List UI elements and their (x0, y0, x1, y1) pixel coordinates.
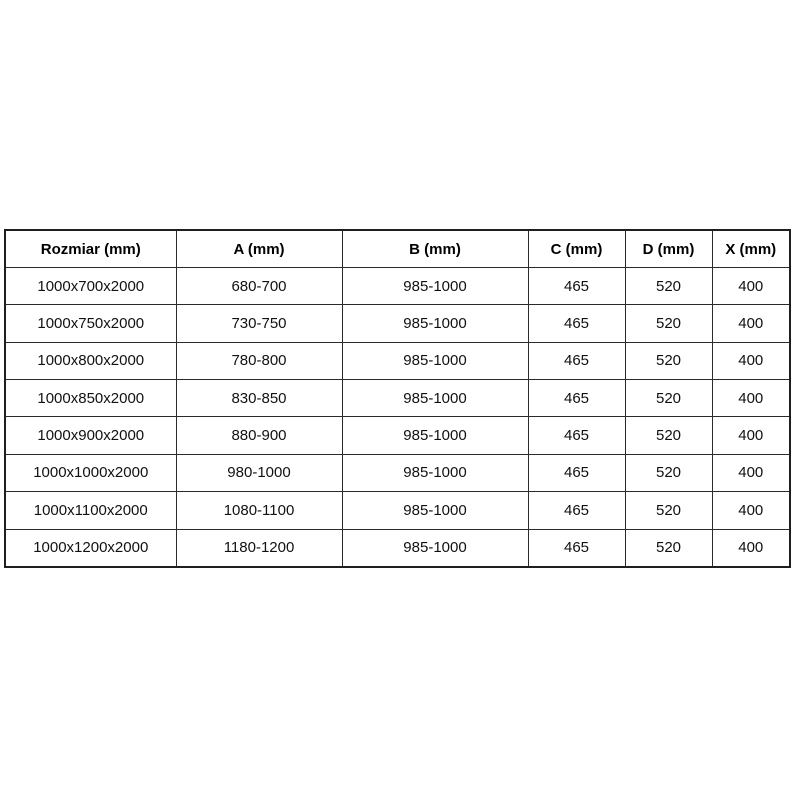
table-cell: 520 (625, 305, 712, 342)
table-row (5, 529, 790, 567)
table-cell: 520 (625, 529, 712, 567)
table-cell: 465 (528, 529, 625, 567)
table-cell: 980-1000 (176, 454, 342, 491)
table-cell: 465 (528, 268, 625, 305)
table-cell: 1180-1200 (176, 529, 342, 567)
table-cell: 520 (625, 268, 712, 305)
table-cell: 400 (712, 417, 790, 454)
table-cell: 680-700 (176, 268, 342, 305)
header-cell: A (mm) (176, 230, 342, 268)
table-cell: 1000x900x2000 (5, 417, 176, 454)
table-cell: 985-1000 (342, 492, 528, 529)
table-cell: 1000x1000x2000 (5, 454, 176, 491)
table-cell: 465 (528, 417, 625, 454)
table-cell: 1000x1200x2000 (5, 529, 176, 567)
table-cell: 400 (712, 305, 790, 342)
table-cell: 1000x750x2000 (5, 305, 176, 342)
table-cell: 400 (712, 268, 790, 305)
table-cell: 520 (625, 454, 712, 491)
size-spec-table (4, 229, 791, 568)
table-cell: 520 (625, 342, 712, 379)
table-cell: 400 (712, 529, 790, 567)
table-cell: 1000x1100x2000 (5, 492, 176, 529)
table-cell: 465 (528, 454, 625, 491)
table-row (5, 492, 790, 529)
table-cell: 1000x800x2000 (5, 342, 176, 379)
table-cell: 520 (625, 492, 712, 529)
table-cell: 465 (528, 492, 625, 529)
table-cell: 400 (712, 492, 790, 529)
table-cell: 1080-1100 (176, 492, 342, 529)
table-cell: 465 (528, 380, 625, 417)
table-row (5, 305, 790, 342)
table-cell: 520 (625, 380, 712, 417)
table-cell: 1000x700x2000 (5, 268, 176, 305)
table-cell: 985-1000 (342, 454, 528, 491)
table-row (5, 342, 790, 379)
table-body (5, 268, 790, 568)
table-cell: 985-1000 (342, 417, 528, 454)
table-cell: 985-1000 (342, 305, 528, 342)
table-cell: 985-1000 (342, 268, 528, 305)
header-cell: Rozmiar (mm) (5, 230, 176, 268)
table-cell: 830-850 (176, 380, 342, 417)
table-cell: 400 (712, 380, 790, 417)
table-cell: 730-750 (176, 305, 342, 342)
table-cell: 400 (712, 342, 790, 379)
table-cell: 400 (712, 454, 790, 491)
header-cell: C (mm) (528, 230, 625, 268)
table-cell: 985-1000 (342, 380, 528, 417)
table-header-row (5, 230, 790, 268)
header-cell: B (mm) (342, 230, 528, 268)
header-cell: X (mm) (712, 230, 790, 268)
table-cell: 465 (528, 342, 625, 379)
table-cell: 780-800 (176, 342, 342, 379)
table-cell: 465 (528, 305, 625, 342)
table-cell: 1000x850x2000 (5, 380, 176, 417)
table-row (5, 454, 790, 491)
table-cell: 880-900 (176, 417, 342, 454)
table-cell: 985-1000 (342, 529, 528, 567)
table-row (5, 380, 790, 417)
header-cell: D (mm) (625, 230, 712, 268)
table-cell: 985-1000 (342, 342, 528, 379)
table-row (5, 417, 790, 454)
table-cell: 520 (625, 417, 712, 454)
table-row (5, 268, 790, 305)
